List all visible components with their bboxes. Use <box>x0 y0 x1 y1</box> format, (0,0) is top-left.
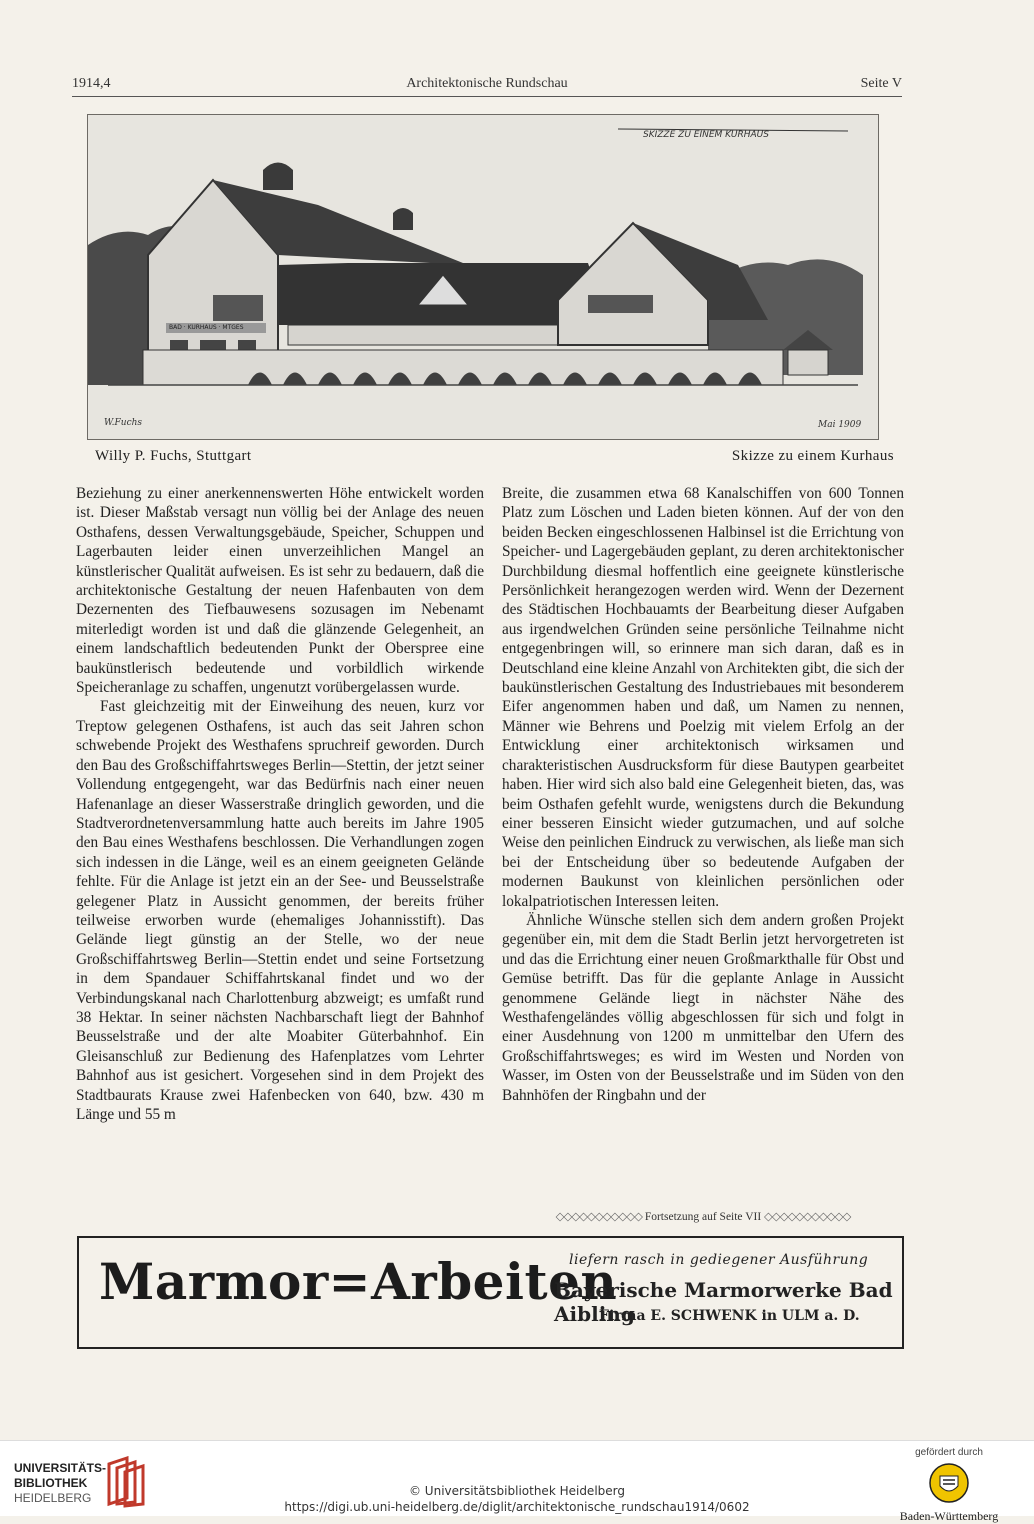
caption-artist: Willy P. Fuchs, Stuttgart <box>95 448 252 464</box>
paragraph: Beziehung zu einer anerkennenswerten Höhe entwickelt worden ist. Dieser Maßstab versagt nun völlig bei der Anlage des neuen Osthafens, dessen Verwaltungsgebäude, Speicher, Schuppen und Lagerbauten leider einen unverzeihlichen Mangel an künstlerischer Qualität aufweisen. Es ist sehr zu bedauern, daß die architektonische Gestaltung der neuen Hafenbauten von dem Dezernenten des Tiefbauwesens sozusagen im Nebenamt miterledigt worden ist und daß die glänzende Gelegenheit, an einem landschaftlich bedeutenden Punkt der Oberspree eine baukünstlerisch bedeutende und vorbildlich wirkende Speicheranlage zu schaffen, ungenutzt vorübergelassen wurde. <box>76 485 484 697</box>
library-name-3: HEIDELBERG <box>14 1491 92 1505</box>
artist-signature: W.Fuchs <box>104 418 143 428</box>
digitization-footer <box>0 1440 1034 1523</box>
ad-line-2: Bayerische Marmorwerke Bad Aibling <box>554 1278 893 1326</box>
ad-line-1: liefern rasch in gediegener Ausführung <box>569 1252 869 1268</box>
funded-label: gefördert durch <box>915 1447 983 1458</box>
running-header <box>72 76 902 97</box>
sketch-date: Mai 1909 <box>818 420 862 430</box>
state-seal-icon <box>928 1462 970 1504</box>
article-right-column <box>502 484 904 1105</box>
library-name-1: UNIVERSITÄTS- <box>14 1461 107 1475</box>
state-name: Baden-Württemberg <box>899 1509 999 1523</box>
copyright-notice: © Universitätsbibliothek Heidelberg <box>408 1484 625 1498</box>
paragraph: Fast gleichzeitig mit der Einweihung des neuen, kurz vor Treptow gelegenen Osthafens, ist auch das seit Jahren schon schwebende Projekt des Westhafens spruchreif geworden. Durch den Bau des Großschiffahrtsweges Berlin—Stettin, der jetzt seiner Vollendung entgegengeht, war das Bedürfnis nach einer neuen Hafenanlage an dieser Wasserstraße dringlich geworden, und die Stadtverordnetenversammlung hatte auch bereits im Jahre 1905 den Bau eines Westhafens beschlossen. Die Verhandlungen zogen sich indessen in die Länge, weil es an einem geeigneten Gelände fehlte. Für die Anlage ist jetzt ein an der See- und Beusselstraße gelegener Platz in Aussicht genommen, der bereits früher teilweise erworben wurde (ehemaliges Johannisstift). Das Gelände liegt günstig an der Stelle, wo der neue Großschiffahrtsweg Berlin—Stettin endet und seine Fortsetzung in dem Spandauer Schiffahrtskanal findet und wo der Verbindungskanal nach Charlottenburg abzweigt; es umfaßt rund 38 Hektar. In seiner nächsten Nachbarschaft liegt der Bahnhof Beusselstraße und der alte Moabiter Güterbahnhof. Ein Gleisanschluß zur Bedienung des Hafenplatzes vom Lehrter Bahnhof aus ist gesichert. Vorgesehen sind in dem Projekt des Stadtbaurats Krause zwei Hafenbecken von 640, bzw. 430 m Länge und 55 m <box>76 698 484 1123</box>
ad-headline: Marmor=Arbeiten <box>99 1252 618 1311</box>
kurhaus-sketch <box>87 114 879 440</box>
ad-line-3: Firma E. SCHWENK in ULM a. D. <box>599 1308 860 1324</box>
article-left-column <box>76 484 484 1124</box>
library-name-2: BIBLIOTHEK <box>14 1476 88 1490</box>
continuation-note <box>502 1209 904 1223</box>
journal-title: Architektonische Rundschau <box>406 76 568 91</box>
marble-advertisement <box>77 1236 904 1349</box>
page-number: Seite V <box>860 76 902 91</box>
paragraph: Ähnliche Wünsche stellen sich dem andern großen Projekt gegenüber ein, mit dem die Stadt Berlin jetzt hervorgetreten ist und das die Errichtung einer neuen Großmarkthalle für Obst und Gemüse betrifft. Das für die geplante Anlage in Aussicht genommene Gelände liegt in nächster Nähe des Westhafengeländes völlig abgeschlossen für sich und folgt in einer Ausdehnung von 1200 m unmittelbar den Ufern des Großschiffahrtsweges; es wird im Westen und Norden von Wasser, im Osten von der Beusselstraße und im Süden von den Bahnhöfen der Ringbahn und der <box>502 911 904 1104</box>
permalink[interactable]: https://digi.ub.uni-heidelberg.de/diglit/architektonische_rundschau1914/0602 <box>284 1500 750 1514</box>
funding-badge <box>894 1447 1004 1524</box>
paragraph: Breite, die zusammen etwa 68 Kanalschiffen von 600 Tonnen Platz zum Löschen und Laden bieten können. Auf der von den beiden Becken eingeschlossenen Halbinsel ist die Errichtung von Speicher- und Lagergebäuden geplant, zu deren architektonischer Durchbildung diesmal hoffentlich eine geeignete künstlerische Persönlichkeit herangezogen werden wird. Wenn der Dezernent des Städtischen Hochbauamts der Bearbeitung dieser Aufgaben aus irgendwelchen Gründen seine persönliche Teilnahme nicht entgegenbringen will, so erinnere man sich daran, daß es in Deutschland eine kleine Anzahl von Architekten gibt, die sich der baukünstlerischen Gestaltung des Industriebaues mit besonderem Eifer angenommen haben und daß, um Namen zu nennen, Männer wie Behrens und Poelzig mit vielem Erfolg an der Entwicklung einer architektonisch wirksamen und charakteristischen Ausdrucksform für diese Bautypen gearbeitet haben. Hier wird sich also bald eine Gelegenheit bieten, das, was beim Osthafen gefehlt wurde, wenigstens durch die Bekundung einer besseren Einsicht wieder gutzumachen, und auf solche Weise den peinlichen Eindruck zu verwischen, als ließe man sich bei der Entscheidung über so bedeutende Aufgaben der modernen Baukunst von kleinlichen persönlichen oder lokalpatriotischen Interessen leiten. <box>502 485 904 910</box>
caption-title: Skizze zu einem Kurhaus <box>731 448 894 464</box>
sketch-inscription: SKIZZE ZU EINEM KURHAUS <box>643 130 769 140</box>
facade-sign: BAD · KURHAUS · MTGES <box>169 324 244 331</box>
wave-ornament-left: ◇◇◇◇◇◇◇◇◇◇◇ <box>555 1211 642 1223</box>
sketch-drawing <box>88 115 878 439</box>
continuation-text: Fortsetzung auf Seite VII <box>644 1211 762 1223</box>
issue-number: 1914,4 <box>72 76 111 91</box>
wave-ornament-right: ◇◇◇◇◇◇◇◇◇◇◇ <box>764 1211 851 1223</box>
